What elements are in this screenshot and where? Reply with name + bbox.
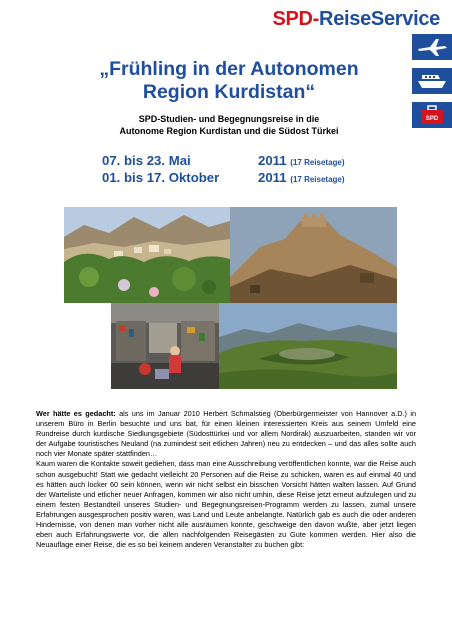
date-days-2: (17 Reisetage) <box>290 175 345 184</box>
body-paragraph-1-text: als uns im Januar 2010 Herbert Schmalstieg (Oberbürgermeister von Hannover a.D.) in unserem Büro in Berlin besuchte und uns bat, für einen kleinen interessierten Kreis aus seinem Umfeld eine Rundreise durch kurdische Siedlungsgebiete (Südosttürkei und vor allem Nordirak) auszuarbeiten, standen wir vor der Aufgabe touristisches Neuland (na zumindest seit etlichen Jahren) neu zu entdecken – und das alles sollte auch noch vier Monate später stattfinden… <box>36 409 417 459</box>
title-line-1: „Frühling in der Autonomen <box>99 58 359 80</box>
photo-mountain-village <box>64 207 230 303</box>
date-year-value-1: 2011 <box>258 153 287 168</box>
plane-icon <box>412 34 452 60</box>
subtitle-line-2: Autonome Region Kurdistan und die Südost Türkei <box>119 126 339 136</box>
subtitle-line-1: SPD-Studien- und Begegnungsreise in die <box>138 114 320 124</box>
photo-bazaar <box>111 303 219 389</box>
body-paragraph-2: Kaum waren die Kontakte soweit gediehen, dass man eine Ausschreibung veröffentlichen konnte, war die Reise auch schon ausgebucht! Statt wie gedacht vielleicht 20 Personen auf die Reise zu schicken, waren es auf einmal 40 und es hätten auch locker 60 sein können, wenn wir nicht selbst ein bisschen Vorsicht hätten walten lassen. Auf Grund der Warteliste und etlicher neuer Anfragen, kommen wir also nicht umhin, diese Reise jetzt erneut aufzulegen und zu einem festen Bestandteil unseres Studien- und Begegnungsreisen-Programm werden zu lassen, zumal unsere Erfahrungen ausgesprochen positiv waren, was Land und Leute anbelangte. Natürlich gab es auch die oder anderen Hindernisse, von denen man vorher nicht alle ausräumen konnte, geschweige den davon wußte, aber jetzt liegen eben auch Erfahrungswerte vor, die allen nachfolgenden Reisegästen zu Gute kommen werden. Hier also die Neuauflage einer Reise, die es so bei keinem anderen Veranstalter zu buchen gibt: <box>36 459 416 550</box>
photo-mountain-landscape <box>219 303 397 389</box>
date-year-value-2: 2011 <box>258 170 287 185</box>
date-range-1: 07. bis 23. Mai <box>102 153 191 168</box>
body-text <box>36 409 416 550</box>
title-line-2: Region Kurdistan“ <box>142 81 316 103</box>
photo-hilltop-castle <box>230 207 397 303</box>
suitcase-label: SPD <box>425 116 439 122</box>
suitcase-icon <box>412 102 452 128</box>
subtitle <box>58 113 400 137</box>
body-intro-bold: Wer hätte es gedacht: <box>36 409 116 418</box>
brand-logo-part1: SPD- <box>272 8 320 30</box>
date-range-2: 01. bis 17. Oktober <box>102 170 220 185</box>
brand-logo <box>272 8 440 31</box>
brand-logo-part2: ReiseService <box>319 8 440 30</box>
body-paragraph-1 <box>36 409 416 459</box>
sidebar-icons <box>412 34 452 136</box>
cruise-ship-icon <box>412 68 452 94</box>
date-year-2 <box>258 169 345 188</box>
date-days-1: (17 Reisetage) <box>290 158 345 167</box>
page-title <box>48 58 410 104</box>
